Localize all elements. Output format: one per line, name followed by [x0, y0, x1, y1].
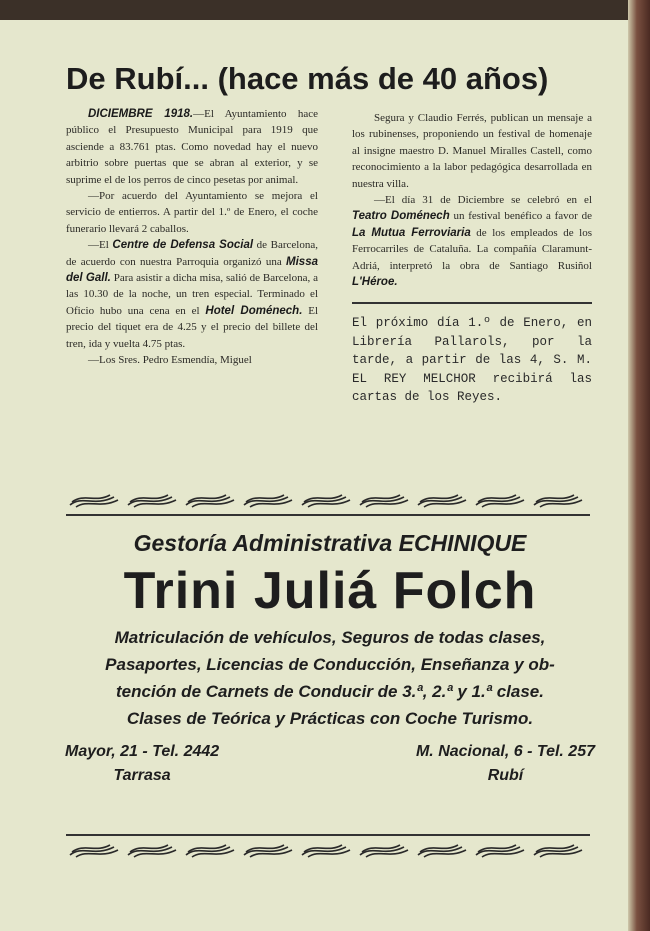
- ad-line: tención de Carnets de Conducir de 3.ª, 2.ª y 1.ª clase.: [116, 682, 544, 701]
- emphasis-text: Hotel Doménech.: [205, 304, 303, 317]
- emphasis-text: Centre de Defensa Social: [112, 239, 254, 252]
- body-text: —El día 31 de Diciembre se celebró en el: [374, 194, 592, 207]
- wave-flourish: [360, 495, 408, 507]
- city-left: Tarrasa: [113, 767, 171, 784]
- paragraph: [352, 110, 592, 192]
- ad-line: Clases de Teórica y Prácticas con Coche Turismo.: [126, 709, 534, 728]
- address-right-block: [416, 740, 595, 788]
- divider: [66, 834, 590, 836]
- paragraph: [66, 237, 318, 352]
- wave-flourish: [476, 845, 524, 857]
- emphasis-text: L'Héroe.: [352, 276, 398, 289]
- ad-line: Matriculación de vehículos, Seguros de todas clases,: [114, 628, 546, 647]
- right-column-block: [352, 110, 592, 407]
- body-text: —Por acuerdo del Ayuntamiento se mejora el servicio de entierros. A partir del 1.º de Enero, el coche funerario llevará 2 caballos.: [66, 190, 318, 235]
- body-text: —El Ayuntamiento hace público el Presupuesto Municipal para 1919 que asciende a 83.761 ptas. Como novedad hay el nuevo arbitrio sobre puertas que se abran al exterior, y se suprime el de los perros de cinco pesetas por animal.: [66, 108, 318, 186]
- paragraph: [66, 188, 318, 237]
- divider: [352, 302, 592, 304]
- advertisement: [60, 528, 600, 788]
- wave-flourish: [534, 845, 582, 857]
- emphasis-text: Missa del Gall.: [66, 255, 318, 285]
- divider: [66, 514, 590, 516]
- city-right: Rubí: [487, 767, 524, 784]
- ad-line: Pasaportes, Licencias de Conducción, Enseñanza y ob-: [105, 655, 555, 674]
- wave-flourish: [360, 845, 408, 857]
- wave-flourish: [128, 495, 176, 507]
- wave-flourish: [244, 495, 292, 507]
- body-text: Para asistir a dicha misa, salió de Barcelona, a las 10.30 de la noche, un tren especial. Terminado el Oficio hubo una cena en el: [66, 272, 318, 317]
- body-text: —Los Sres. Pedro Esmendía, Miguel: [88, 354, 252, 367]
- wave-flourish: [186, 495, 234, 507]
- addresses: [65, 740, 595, 788]
- wave-flourish: [476, 495, 524, 507]
- article-left-column: [66, 106, 318, 369]
- body-text: de Barcelona, de acuerdo con nuestra Parroquia organizó una: [66, 239, 318, 268]
- emphasis-text: Teatro Doménech: [352, 210, 450, 223]
- wave-flourish: [244, 845, 292, 857]
- wave-flourish: [302, 495, 350, 507]
- body-text: de los empleados de los Ferrocarriles de Cataluña. La compañía Claramunt-Adriá, interpretó la obra de Santiago Rusiñol: [352, 226, 592, 272]
- wave-flourish: [70, 495, 118, 507]
- emphasis-text: La Mutua Ferroviaria: [352, 226, 471, 239]
- body-text: —El: [88, 239, 113, 252]
- paragraph: [66, 106, 318, 188]
- emphasis-text: DICIEMBRE 1918.: [88, 108, 194, 120]
- binding-edge: [628, 0, 650, 931]
- article-title: De Rubí... (hace más de 40 años): [66, 61, 549, 96]
- wave-ornament-top: [66, 493, 596, 509]
- article-right-column: [352, 110, 592, 290]
- wave-ornament-bottom: [66, 843, 596, 859]
- wave-flourish: [186, 845, 234, 857]
- notice-text: El próximo día 1.º de Enero, en Librería Pallarols, por la tarde, a partir de las 4, S. M. EL REY MELCHOR recibirá las cartas de los Reyes.: [352, 316, 592, 405]
- wave-flourish: [302, 845, 350, 857]
- wave-flourish: [534, 495, 582, 507]
- wave-flourish: [418, 845, 466, 857]
- wave-flourish: [418, 495, 466, 507]
- paragraph: [66, 352, 318, 368]
- ad-heading: Gestoría Administrativa ECHINIQUE: [133, 530, 527, 556]
- body-text: Segura y Claudio Ferrés, publican un mensaje a los rubinenses, proponiendo un festival de homenaje al insigne maestro D. Manuel Miralles Castell, como reconocimiento a la labor pedagógica desarrollada en nuestra villa.: [352, 112, 592, 190]
- address-left: Mayor, 21 - Tel. 2442: [65, 743, 220, 760]
- scan-top-edge: [0, 0, 650, 22]
- address-left-block: [65, 740, 219, 788]
- ad-name: Trini Juliá Folch: [123, 562, 537, 620]
- body-text: un festival benéfico a favor de: [449, 210, 592, 223]
- wave-flourish: [70, 845, 118, 857]
- wave-flourish: [128, 845, 176, 857]
- body-text: El precio del tiquet era de 4.25 y el precio del billete del tren, ida y vuelta 4.75 ptas.: [66, 304, 319, 350]
- paragraph: [352, 192, 592, 290]
- address-right: M. Nacional, 6 - Tel. 257: [415, 743, 595, 760]
